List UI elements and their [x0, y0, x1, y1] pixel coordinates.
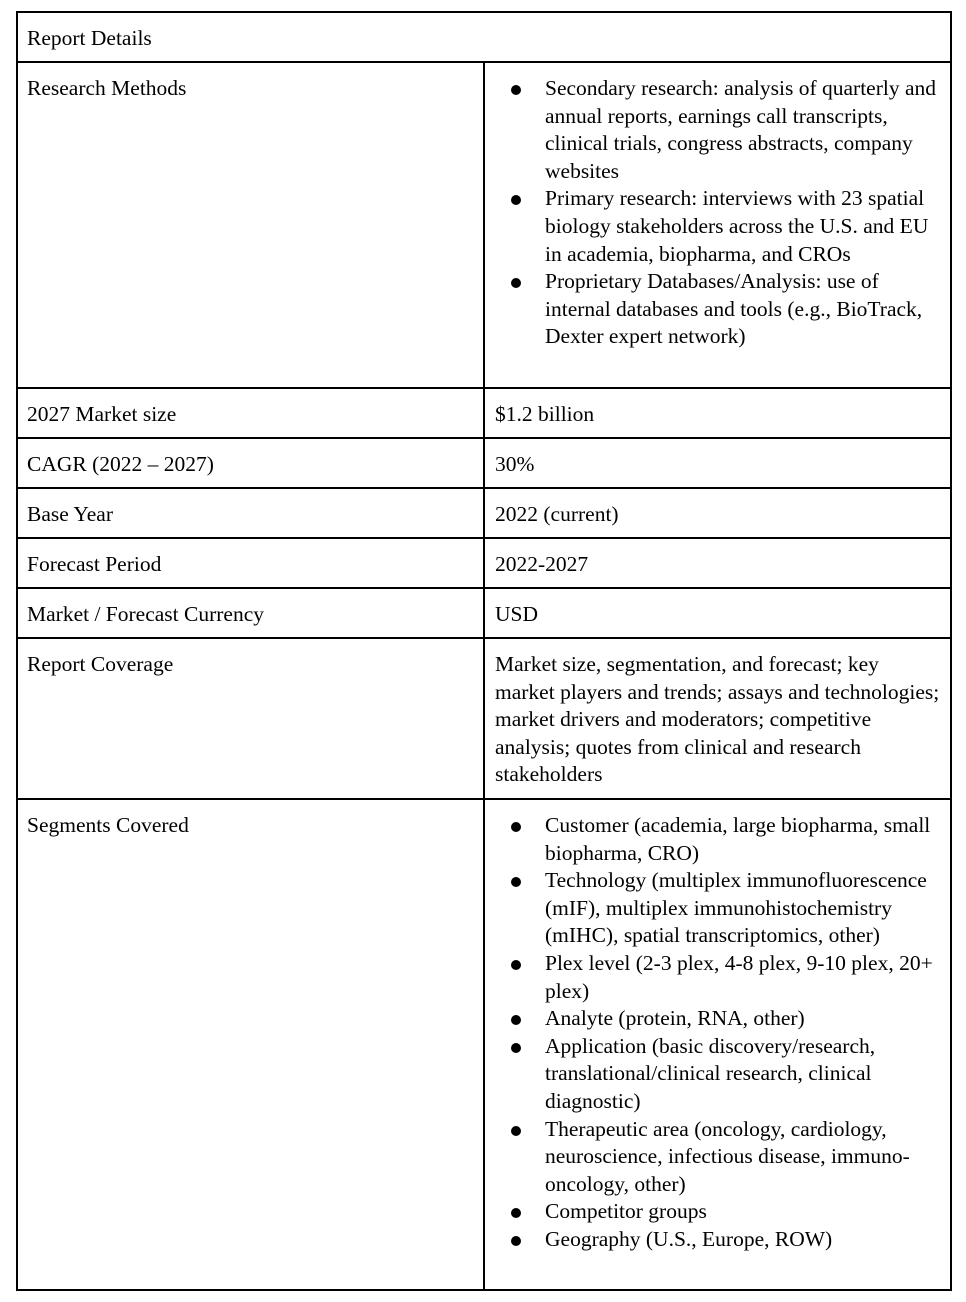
- bullet-icon: [511, 877, 521, 887]
- row-value-cell: [485, 439, 950, 487]
- list-item: Customer (academia, large biopharma, small biopharma, CRO): [495, 812, 941, 867]
- bullet-icon: [511, 1236, 521, 1246]
- list-item: Technology (multiplex immunofluorescence (mIF), multiplex immunohistochemistry (mIHC), spatial transcriptomics, other): [495, 867, 941, 950]
- row-label-cell: [18, 539, 485, 587]
- list-item: Plex level (2-3 plex, 4-8 plex, 9-10 plex, 20+ plex): [495, 950, 941, 1005]
- row-label-cell: [18, 489, 485, 537]
- row-label: Market / Forecast Currency: [27, 602, 265, 626]
- row-value-cell: [485, 639, 950, 798]
- bullet-icon: [511, 85, 521, 95]
- research-methods-list: [495, 75, 941, 351]
- bullet-icon: [511, 1208, 521, 1218]
- row-label: Base Year: [27, 502, 113, 526]
- row-value-cell: [485, 389, 950, 437]
- row-value-cell: [485, 489, 950, 537]
- table-row: [18, 800, 950, 1289]
- table-row: [18, 389, 950, 439]
- table-row: [18, 439, 950, 489]
- row-label: CAGR (2022 – 2027): [27, 452, 214, 476]
- list-item: Analyte (protein, RNA, other): [495, 1005, 941, 1033]
- list-item: Therapeutic area (oncology, cardiology, neuroscience, infectious disease, immuno-oncology, other): [495, 1116, 941, 1199]
- row-label: Forecast Period: [27, 552, 162, 576]
- row-label-cell: [18, 589, 485, 637]
- table-row: [18, 489, 950, 539]
- report-details-table: [16, 11, 952, 1291]
- row-label: Report Coverage: [27, 652, 174, 676]
- table-row: [18, 63, 950, 389]
- row-value: 2022 (current): [495, 502, 619, 526]
- bullet-icon: [511, 822, 521, 832]
- row-value-cell: [485, 589, 950, 637]
- row-value: 30%: [495, 452, 535, 476]
- table-header-text: Report Details: [27, 26, 152, 50]
- report-coverage-text: Market size, segmentation, and forecast; key market players and trends; assays and technologies; market drivers and moderators; competitive analysis; quotes from clinical and research stakeholders: [495, 652, 940, 787]
- bullet-icon: [511, 195, 521, 205]
- row-value: $1.2 billion: [495, 402, 595, 426]
- bullet-icon: [511, 1043, 521, 1053]
- table-header-cell: [18, 13, 950, 61]
- list-item: Competitor groups: [495, 1198, 941, 1226]
- bullet-icon: [511, 1126, 521, 1136]
- list-item: Geography (U.S., Europe, ROW): [495, 1226, 941, 1254]
- segments-list: [495, 812, 941, 1254]
- row-value: USD: [495, 602, 539, 626]
- row-label-cell: [18, 639, 485, 798]
- list-item: Secondary research: analysis of quarterly and annual reports, earnings call transcripts, clinical trials, congress abstracts, company websites: [495, 75, 941, 185]
- list-item: Application (basic discovery/research, translational/clinical research, clinical diagnostic): [495, 1033, 941, 1116]
- row-label: Research Methods: [27, 76, 187, 100]
- bullet-icon: [511, 1015, 521, 1025]
- row-label: Segments Covered: [27, 813, 189, 837]
- table-row: [18, 639, 950, 800]
- list-item: Proprietary Databases/Analysis: use of internal databases and tools (e.g., BioTrack, Dexter expert network): [495, 268, 941, 351]
- row-label-cell: [18, 800, 485, 1289]
- list-item: Primary research: interviews with 23 spatial biology stakeholders across the U.S. and EU in academia, biopharma, and CROs: [495, 185, 941, 268]
- row-label-cell: [18, 63, 485, 387]
- row-value-cell: [485, 63, 950, 387]
- row-label-cell: [18, 389, 485, 437]
- row-label: 2027 Market size: [27, 402, 177, 426]
- table-header-row: [18, 13, 950, 63]
- row-value-cell: [485, 800, 950, 1289]
- table-row: [18, 589, 950, 639]
- row-label-cell: [18, 439, 485, 487]
- row-value-cell: [485, 539, 950, 587]
- bullet-icon: [511, 960, 521, 970]
- bullet-icon: [511, 278, 521, 288]
- table-row: [18, 539, 950, 589]
- row-value: 2022-2027: [495, 552, 589, 576]
